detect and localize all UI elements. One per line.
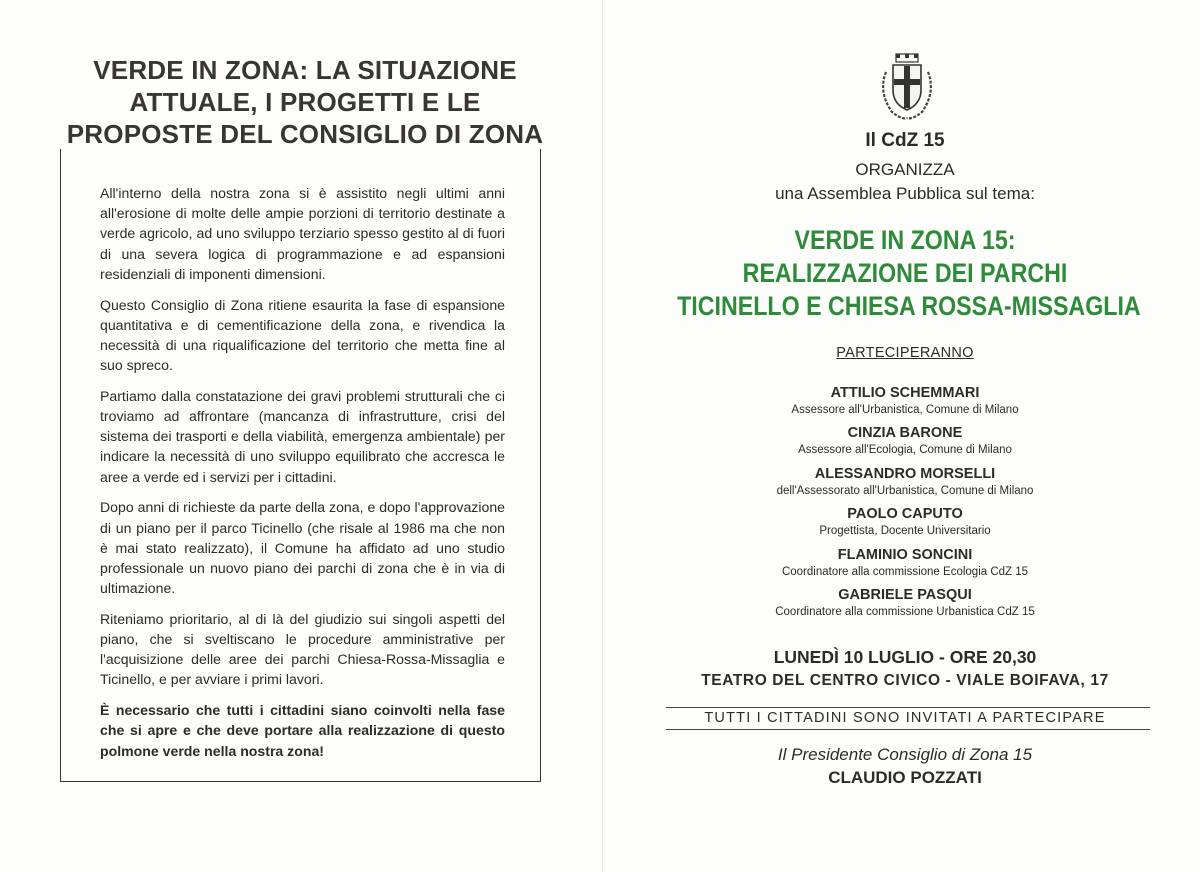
page-fold bbox=[602, 0, 603, 872]
speaker-role: Assessore all'Ecologia, Comune di Milano bbox=[798, 444, 1012, 457]
left-title-line-1: VERDE IN ZONA: LA SITUAZIONE bbox=[93, 55, 517, 85]
invitation-text: TUTTI I CITTADINI SONO INVITATI A PARTECIPARE bbox=[704, 710, 1106, 726]
paragraph-2: Questo Consiglio di Zona ritiene esaurita la fase di espansione quantitativa e di cementificazione della zona, e rivendica la necessità di una riqualificazione del territorio che metta fine al suo spreco. bbox=[100, 296, 505, 374]
article-body bbox=[100, 183, 505, 771]
president-role: Il Presidente Consiglio di Zona 15 bbox=[777, 745, 1033, 764]
speaker-item bbox=[640, 384, 1170, 424]
speaker-item bbox=[640, 505, 1170, 545]
president-name: CLAUDIO POZZATI bbox=[828, 768, 982, 787]
left-page-title bbox=[40, 54, 570, 150]
paragraph-1: All'interno della nostra zona si è assistito negli ultimi anni all'erosione di molte delle ampie porzioni di territorio destinate a verde agricolo, ad uno sviluppo terziario spesso gestito al di fuori di una severa logica di programmazione e ad espansioni residenziali di imponenti dimensioni. bbox=[100, 185, 505, 282]
paragraph-5: Riteniamo prioritario, al di là del giudizio sui singoli aspetti del piano, che si sveltiscano le procedure amministrative per l'acquisizione delle aree dei parchi Chiesa-Rossa-Missaglia e Ticinello, e per avviare i primi lavori. bbox=[100, 610, 505, 688]
speaker-item bbox=[640, 586, 1170, 626]
city-coat-of-arms-icon bbox=[872, 52, 942, 122]
event-title bbox=[677, 224, 1141, 323]
event-title-line-2: REALIZZAZIONE DEI PARCHI bbox=[742, 258, 1068, 288]
event-date: LUNEDÌ 10 LUGLIO - ORE 20,30 bbox=[773, 647, 1037, 667]
participants-heading: PARTECIPERANNO bbox=[836, 345, 974, 361]
paragraph-3: Partiamo dalla constatazione dei gravi problemi strutturali che ci troviamo ad affrontare (mancanza di infrastrutture, crisi del sistema dei trasporti e della viabilità, emergenza ambientale) per indicare la necessità di uno sviluppo equilibrato che accresca le aree a verde ed i servizi per i cittadini. bbox=[100, 387, 505, 485]
speakers-list bbox=[640, 384, 1170, 626]
speaker-item bbox=[640, 424, 1170, 464]
left-title-line-3: PROPOSTE DEL CONSIGLIO DI ZONA bbox=[66, 119, 544, 149]
speaker-name: PAOLO CAPUTO bbox=[847, 506, 963, 523]
speaker-role: Assessore all'Urbanistica, Comune di Milano bbox=[791, 404, 1019, 416]
speaker-name: CINZIA BARONE bbox=[847, 425, 963, 442]
speaker-name: FLAMINIO SONCINI bbox=[837, 546, 973, 563]
organizer-verb: ORGANIZZA bbox=[855, 160, 955, 179]
event-title-line-1: VERDE IN ZONA 15: bbox=[794, 225, 1016, 255]
speaker-role: dell'Assessorato all'Urbanistica, Comune di Milano bbox=[776, 484, 1034, 497]
invite-rule-top bbox=[666, 707, 1150, 708]
speaker-name: ALESSANDRO MORSELLI bbox=[814, 465, 996, 482]
speaker-name: ATTILIO SCHEMMARI bbox=[830, 385, 980, 401]
speaker-role: Progettista, Docente Universitario bbox=[819, 525, 991, 538]
speaker-role: Coordinatore alla commissione Urbanistica CdZ 15 bbox=[775, 605, 1035, 618]
closing-paragraph: È necessario che tutti i cittadini siano coinvolti nella fase che si apre e che deve portare alla realizzazione di questo polmone verde nella nostra zona! bbox=[100, 702, 505, 759]
left-title-line-2: ATTUALE, I PROGETTI E LE bbox=[129, 87, 481, 117]
speaker-item bbox=[640, 465, 1170, 505]
speaker-item bbox=[640, 546, 1170, 586]
speaker-name: GABRIELE PASQUI bbox=[838, 586, 972, 603]
event-title-line-3: TICINELLO E CHIESA ROSSA-MISSAGLIA bbox=[677, 291, 1141, 321]
organizer-name: Il CdZ 15 bbox=[865, 130, 945, 151]
text-frame bbox=[60, 149, 541, 782]
speaker-role: Coordinatore alla commissione Ecologia CdZ 15 bbox=[781, 565, 1029, 578]
invite-rule-bottom bbox=[666, 729, 1150, 730]
event-venue: TEATRO DEL CENTRO CIVICO - VIALE BOIFAVA, 17 bbox=[701, 672, 1109, 689]
organizer-subtitle: una Assemblea Pubblica sul tema: bbox=[775, 184, 1035, 203]
paragraph-4: Dopo anni di richieste da parte della zona, e dopo l'approvazione di un piano per il parco Ticinello (che risale al 1986 ma che non è mai stato realizzato), il Comune ha affidato ad uno studio professionale un nuovo piano dei parchi di zona che è in via di ultimazione. bbox=[100, 499, 505, 597]
